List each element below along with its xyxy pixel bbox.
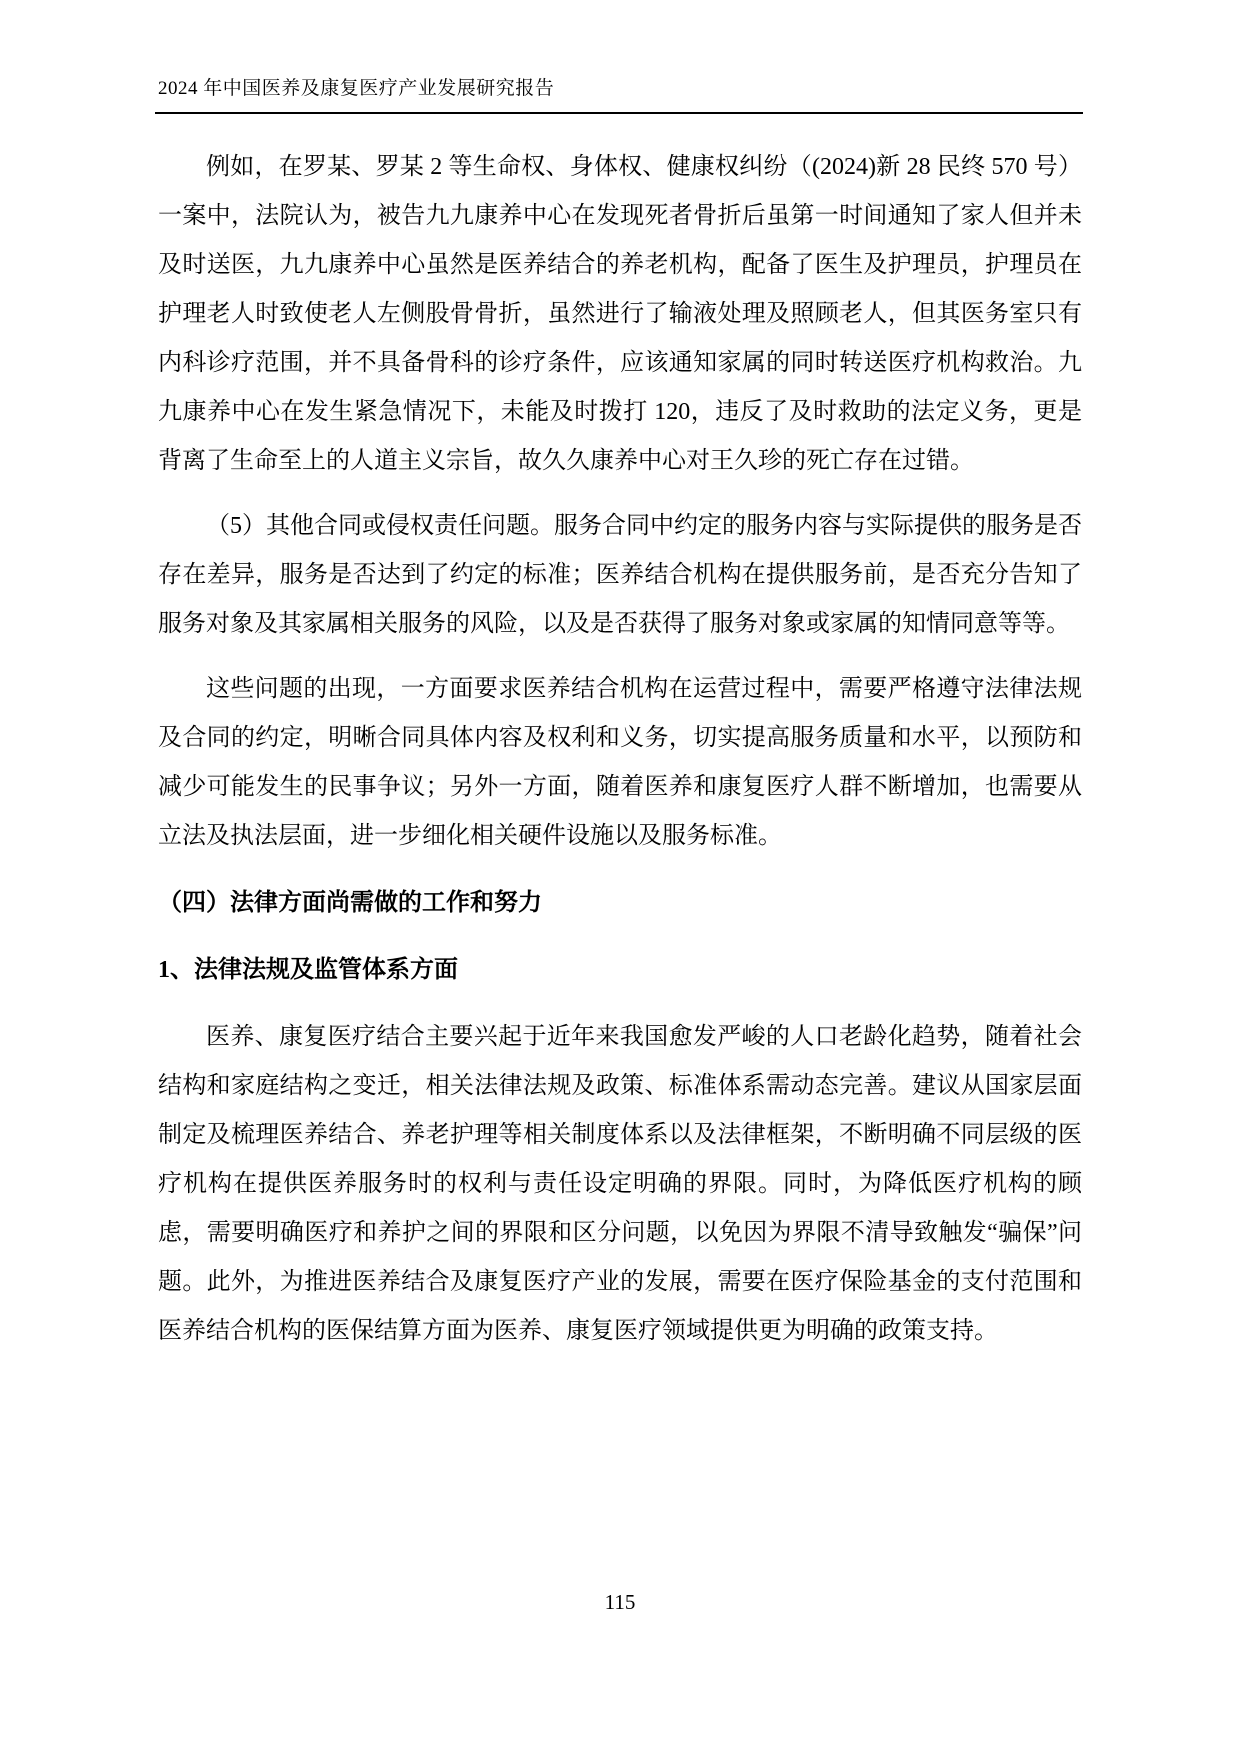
document-body	[158, 143, 1082, 1372]
heading-sub-one: 1、法律法规及监管体系方面	[158, 957, 458, 983]
paragraph-problems-summary: 这些问题的出现，一方面要求医养结合机构在运营过程中，需要严格遵守法律法规及合同的约定，明晰合同具体内容及权利和义务，切实提高服务质量和水平，以预防和减少可能发生的民事争议；另外一方面，随着医养和康复医疗人群不断增加，也需要从立法及执法层面，进一步细化相关硬件设施以及服务标准。	[158, 676, 1082, 849]
heading-section-four: （四）法律方面尚需做的工作和努力	[158, 890, 542, 916]
header-rule-divider	[155, 112, 1083, 114]
paragraph-legal-system: 医养、康复医疗结合主要兴起于近年来我国愈发严峻的人口老龄化趋势，随着社会结构和家庭结构之变迁，相关法律法规及政策、标准体系需动态完善。建议从国家层面制定及梳理医养结合、养老护理等相关制度体系以及法律框架，不断明确不同层级的医疗机构在提供医养服务时的权利与责任设定明确的界限。同时，为降低医疗机构的顾虑，需要明确医疗和养护之间的界限和区分问题，以免因为界限不清导致触发“骗保”问题。此外，为推进医养结合及康复医疗产业的发展，需要在医疗保险基金的支付范围和医养结合机构的医保结算方面为医养、康复医疗领域提供更为明确的政策支持。	[158, 1024, 1082, 1344]
report-header-title: 2024 年中国医养及康复医疗产业发展研究报告	[158, 78, 555, 99]
page-header	[158, 76, 1082, 102]
page-number: 115	[604, 1590, 636, 1614]
paragraph-other-liability: （5）其他合同或侵权责任问题。服务合同中约定的服务内容与实际提供的服务是否存在差异，服务是否达到了约定的标准；医养结合机构在提供服务前，是否充分告知了服务对象及其家属相关服务的风险，以及是否获得了服务对象或家属的知情同意等等。	[158, 513, 1082, 637]
page-footer	[0, 1588, 1240, 1616]
paragraph-case-example: 例如，在罗某、罗某 2 等生命权、身体权、健康权纠纷（(2024)新 28 民终 570 号）一案中，法院认为，被告九九康养中心在发现死者骨折后虽第一时间通知了家人但并未及时送医，九九康养中心虽然是医养结合的养老机构，配备了医生及护理员，护理员在护理老人时致使老人左侧股骨骨折，虽然进行了输液处理及照顾老人，但其医务室只有内科诊疗范围，并不具备骨科的诊疗条件，应该通知家属的同时转送医疗机构救治。九九康养中心在发生紧急情况下，未能及时拨打 120，违反了及时救助的法定义务，更是背离了生命至上的人道主义宗旨，故久久康养中心对王久珍的死亡存在过错。	[158, 154, 1082, 474]
